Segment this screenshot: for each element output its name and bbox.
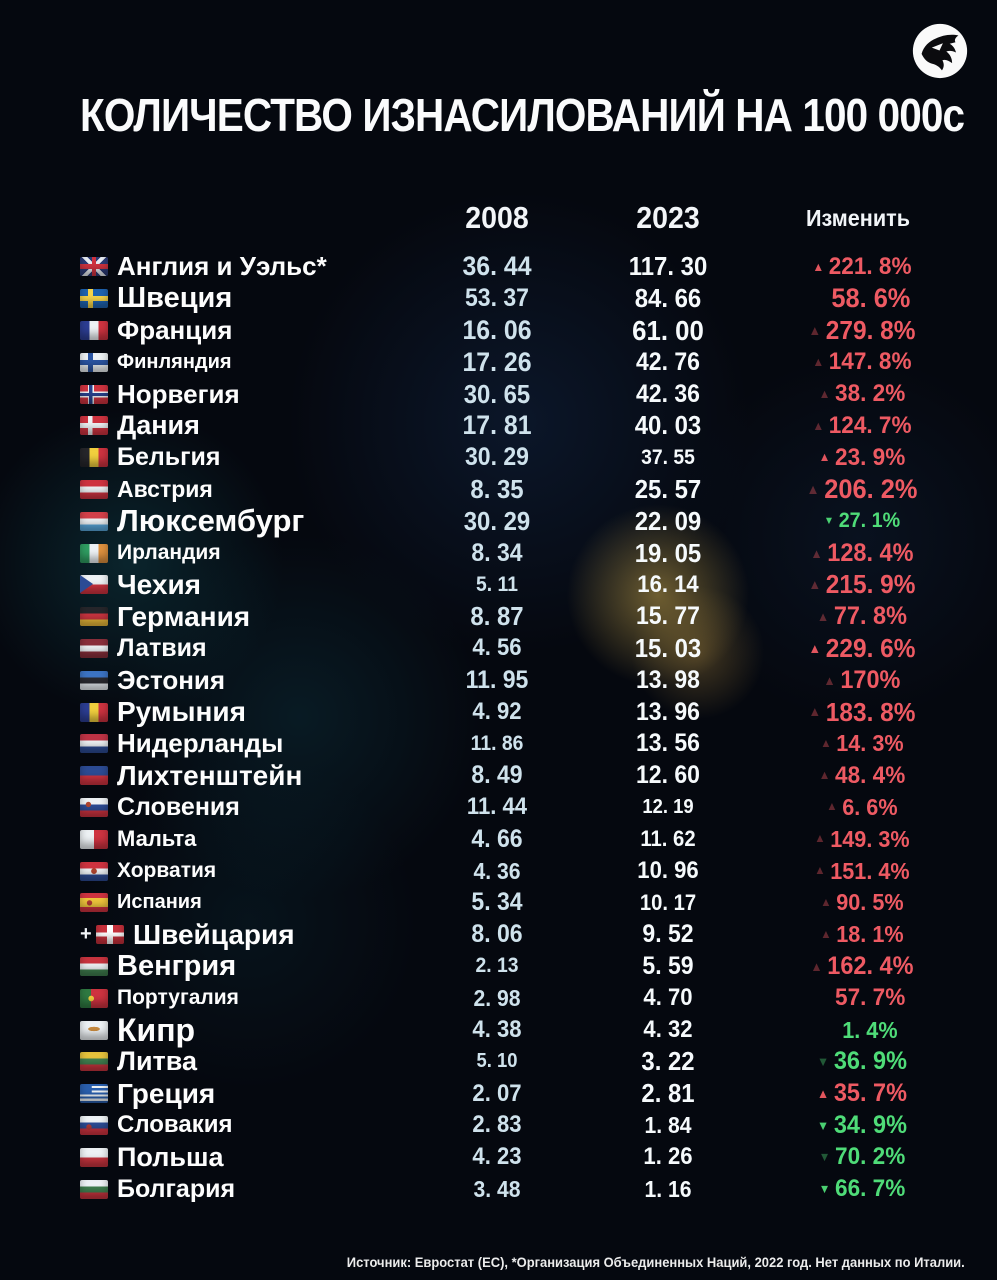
change-percent: 128. 4% — [827, 538, 914, 567]
country-name: Швеция — [117, 282, 233, 315]
country-flag-icon-at — [80, 480, 108, 499]
value-2023: 1. 84 — [644, 1111, 692, 1138]
country-flag-icon-pt — [80, 989, 108, 1008]
country-name: Чехия — [117, 568, 201, 600]
value-2008: 30. 29 — [465, 443, 529, 472]
country-name: Латвия — [117, 633, 207, 662]
trend-arrow-icon: ▲ — [812, 355, 825, 370]
country-flag-icon-nl — [80, 734, 108, 753]
table-row — [0, 474, 997, 506]
country-name: Кипр — [117, 1011, 196, 1048]
change-percent: 215. 9% — [825, 569, 916, 600]
table-row — [0, 728, 997, 760]
country-flag-icon-ro — [80, 703, 108, 722]
country-cell — [80, 1173, 420, 1205]
country-cell — [80, 696, 420, 728]
change-cell — [762, 982, 961, 1014]
country-flag-icon-cy — [80, 1021, 108, 1040]
country-cell — [80, 664, 420, 696]
change-percent: 35. 7% — [833, 1079, 907, 1108]
value-2008: 17. 81 — [462, 410, 532, 441]
trend-arrow-icon: ▲ — [812, 418, 825, 433]
value-2008: 4. 36 — [473, 857, 521, 884]
country-cell — [80, 792, 420, 824]
value-2023: 13. 96 — [636, 697, 700, 726]
country-cell — [80, 982, 420, 1014]
value-2008: 4. 66 — [471, 824, 523, 853]
country-flag-icon-sk — [80, 1116, 108, 1135]
value-2023: 12. 19 — [642, 795, 694, 818]
change-percent: 27. 1% — [838, 509, 901, 533]
country-flag-icon-si — [80, 798, 108, 817]
change-cell — [762, 315, 961, 347]
change-percent: 229. 6% — [825, 632, 916, 663]
trend-arrow-icon: ▲ — [814, 863, 826, 878]
country-cell — [80, 855, 420, 887]
value-2023: 5. 59 — [642, 951, 694, 980]
country-name: Польша — [117, 1141, 224, 1172]
value-2008: 11. 44 — [466, 793, 528, 821]
country-flag-icon-gr — [80, 1084, 108, 1103]
change-percent: 90. 5% — [836, 889, 904, 916]
country-name: Австрия — [117, 475, 213, 502]
change-cell — [762, 505, 961, 537]
country-cell — [80, 251, 420, 283]
table-row — [0, 378, 997, 410]
country-name: Люксембург — [117, 503, 305, 539]
value-2023: 40. 03 — [634, 410, 702, 441]
country-flag-icon-dk — [80, 416, 108, 435]
change-cell — [762, 664, 961, 696]
country-flag-icon-ie — [80, 544, 108, 563]
country-cell — [80, 410, 420, 442]
trend-arrow-icon: ▲ — [806, 481, 820, 498]
change-cell — [762, 283, 961, 315]
value-2008: 5. 10 — [476, 1050, 518, 1073]
change-percent: 34. 9% — [833, 1110, 907, 1139]
value-2008: 4. 56 — [472, 634, 522, 662]
trend-arrow-icon: ▼ — [818, 1181, 831, 1196]
change-percent: 170% — [840, 665, 901, 694]
value-2023: 12. 60 — [636, 761, 700, 790]
value-2008: 3. 48 — [473, 1175, 521, 1202]
country-name: Эстония — [117, 664, 226, 695]
trend-arrow-icon: ▲ — [808, 322, 822, 338]
change-percent: 183. 8% — [825, 696, 916, 727]
table-row — [0, 855, 997, 887]
value-2023: 19. 05 — [634, 537, 702, 568]
country-cell — [80, 1141, 420, 1173]
trend-arrow-icon: ▲ — [810, 545, 823, 561]
trend-arrow-icon: ▲ — [818, 450, 831, 465]
trend-arrow-icon: ▲ — [812, 259, 825, 274]
change-percent: 18. 1% — [836, 921, 904, 948]
country-cell — [80, 919, 420, 951]
column-header-change: Изменить — [805, 204, 910, 231]
value-2023: 13. 98 — [636, 665, 700, 694]
trend-arrow-icon: ▲ — [820, 894, 832, 909]
table-row — [0, 505, 997, 537]
trend-arrow-icon: ▲ — [820, 926, 832, 941]
country-flag-icon-fi — [80, 353, 108, 372]
country-cell — [80, 315, 420, 347]
value-2023: 117. 30 — [628, 251, 708, 282]
change-cell — [762, 251, 961, 283]
table-row — [0, 1046, 997, 1078]
table-row — [0, 315, 997, 347]
change-percent: 162. 4% — [827, 951, 914, 980]
value-2008: 16. 06 — [462, 314, 532, 345]
change-percent: 66. 7% — [835, 1175, 906, 1202]
change-cell — [762, 378, 961, 410]
country-cell — [80, 378, 420, 410]
change-percent: 151. 4% — [830, 857, 910, 884]
country-cell — [80, 823, 420, 855]
table-row — [0, 760, 997, 792]
value-2008: 4. 23 — [472, 1143, 522, 1171]
country-name: Бельгия — [117, 443, 221, 472]
country-cell — [80, 1110, 420, 1142]
country-flag-icon-cz — [80, 575, 108, 594]
value-2023: 42. 76 — [636, 347, 700, 376]
change-cell — [762, 1014, 961, 1046]
table-row — [0, 792, 997, 824]
country-flag-icon-lt — [80, 1052, 108, 1071]
table-row — [0, 1173, 997, 1205]
country-cell — [80, 1011, 420, 1048]
value-2008: 2. 13 — [475, 954, 519, 978]
value-2023: 15. 03 — [634, 632, 702, 663]
country-cell — [80, 728, 420, 760]
page-title: КОЛИЧЕСТВО ИЗНАСИЛОВАНИЙ НА 100 000с — [80, 89, 965, 141]
value-2023: 15. 77 — [636, 602, 700, 631]
change-cell — [762, 633, 961, 665]
country-cell — [80, 346, 420, 378]
country-name: Лихтенштейн — [117, 759, 303, 791]
country-name: Португалия — [117, 986, 239, 1010]
value-2023: 11. 62 — [640, 826, 696, 852]
value-2008: 17. 26 — [462, 346, 532, 377]
country-flag-icon-ch — [96, 925, 124, 944]
eagle-logo-icon — [909, 20, 971, 82]
value-2008: 11. 95 — [465, 665, 529, 694]
country-name: Испания — [117, 891, 202, 914]
country-name: Швейцария — [133, 918, 295, 950]
country-name: Хорватия — [117, 859, 217, 883]
change-cell — [762, 760, 961, 792]
value-2008: 8. 34 — [471, 538, 523, 567]
value-2008: 5. 11 — [476, 572, 518, 596]
trend-arrow-icon: ▼ — [823, 514, 834, 527]
country-cell — [80, 505, 420, 537]
table-row — [0, 887, 997, 919]
trend-arrow-icon: ▲ — [818, 768, 831, 783]
source-note: Источник: Евростат (ЕС), *Организация Объединенных Наций, 2022 год. Нет данных по Италии. — [347, 1255, 965, 1270]
country-cell — [80, 442, 420, 474]
value-2023: 9. 52 — [642, 920, 694, 949]
country-flag-icon-lv — [80, 639, 108, 658]
table-row — [0, 601, 997, 633]
value-2023: 37. 55 — [641, 445, 695, 469]
column-header-2023: 2023 — [636, 200, 700, 235]
value-2008: 4. 38 — [472, 1016, 522, 1044]
flag-prefix-glyph: + — [80, 923, 92, 946]
change-cell — [762, 442, 961, 474]
change-cell — [762, 855, 961, 887]
change-cell — [762, 919, 961, 951]
change-cell — [762, 1110, 961, 1142]
country-flag-icon-be — [80, 448, 108, 467]
value-2008: 8. 06 — [471, 920, 523, 949]
value-2008: 30. 65 — [463, 378, 531, 409]
country-name: Франция — [117, 314, 233, 345]
table-row — [0, 664, 997, 696]
change-percent: 6. 6% — [842, 793, 898, 820]
change-cell — [762, 1141, 961, 1173]
value-2023: 3. 22 — [641, 1046, 695, 1077]
country-flag-icon-no — [80, 385, 108, 404]
country-name: Дания — [117, 410, 200, 441]
country-name: Мальта — [117, 826, 197, 852]
country-cell — [80, 633, 420, 665]
country-name: Румыния — [117, 696, 246, 728]
table-row — [0, 537, 997, 569]
country-flag-icon-mt — [80, 830, 108, 849]
value-2008: 8. 35 — [470, 473, 524, 504]
trend-arrow-icon: ▲ — [808, 704, 822, 720]
value-2023: 16. 14 — [637, 570, 699, 598]
change-percent: 48. 4% — [835, 761, 906, 789]
country-flag-icon-hr — [80, 862, 108, 881]
change-percent: 23. 9% — [835, 443, 906, 471]
trend-arrow-icon: ▲ — [808, 640, 822, 656]
table-row — [0, 1141, 997, 1173]
table-row — [0, 346, 997, 378]
country-cell — [80, 601, 420, 633]
trend-arrow-icon: ▼ — [818, 1149, 831, 1164]
value-2008: 36. 44 — [462, 251, 532, 282]
country-name: Германия — [117, 600, 251, 632]
value-2008: 30. 29 — [463, 505, 531, 536]
table-row — [0, 1110, 997, 1142]
value-2023: 22. 09 — [634, 505, 702, 536]
country-flag-icon-se — [80, 289, 108, 308]
country-flag-icon-es — [80, 893, 108, 912]
change-cell — [762, 1046, 961, 1078]
country-flag-icon-fr — [80, 321, 108, 340]
table-row — [0, 823, 997, 855]
country-cell — [80, 760, 420, 792]
country-cell — [80, 951, 420, 983]
trend-arrow-icon: ▼ — [817, 1054, 830, 1070]
table-row — [0, 569, 997, 601]
country-name: Литва — [117, 1046, 198, 1077]
change-cell — [762, 537, 961, 569]
value-2023: 1. 26 — [643, 1143, 693, 1171]
trend-arrow-icon: ▲ — [808, 577, 822, 593]
value-2023: 10. 96 — [637, 857, 699, 885]
table-row — [0, 633, 997, 665]
country-name: Ирландия — [117, 541, 221, 565]
value-2008: 2. 07 — [472, 1079, 522, 1107]
value-2008: 8. 87 — [470, 601, 524, 632]
table-row — [0, 696, 997, 728]
change-cell — [762, 410, 961, 442]
trend-arrow-icon: ▲ — [814, 831, 826, 846]
country-flag-icon-ee — [80, 671, 108, 690]
change-percent: 1. 4% — [842, 1016, 898, 1043]
value-2008: 4. 92 — [472, 698, 522, 726]
country-cell — [80, 887, 420, 919]
trend-arrow-icon: ▲ — [823, 672, 836, 688]
country-name: Словения — [117, 792, 240, 821]
value-2008: 8. 49 — [471, 761, 523, 790]
value-2008: 2. 83 — [472, 1111, 522, 1139]
value-2008: 5. 34 — [471, 888, 523, 917]
value-2008: 53. 37 — [465, 284, 529, 313]
country-name: Норвегия — [117, 378, 240, 409]
change-cell — [762, 474, 961, 506]
value-2023: 42. 36 — [636, 379, 700, 408]
country-cell — [80, 474, 420, 506]
country-name: Словакия — [117, 1111, 233, 1139]
country-table — [0, 251, 997, 1205]
change-percent: 279. 8% — [825, 314, 916, 345]
change-percent: 58. 6% — [831, 283, 911, 314]
change-cell — [762, 728, 961, 760]
table-row — [0, 442, 997, 474]
change-cell — [762, 823, 961, 855]
trend-arrow-icon: ▲ — [820, 735, 832, 750]
change-percent: 147. 8% — [828, 348, 912, 376]
country-name: Англия и Уэльс* — [117, 251, 327, 282]
trend-arrow-icon: ▲ — [810, 958, 823, 974]
change-percent: 221. 8% — [828, 252, 912, 280]
country-cell — [80, 569, 420, 601]
change-cell — [762, 1173, 961, 1205]
change-percent: 36. 9% — [833, 1047, 907, 1076]
change-cell — [762, 887, 961, 919]
country-name: Нидерланды — [117, 728, 284, 759]
change-cell — [762, 696, 961, 728]
value-2008: 2. 98 — [473, 984, 521, 1011]
table-row — [0, 1078, 997, 1110]
change-percent: 70. 2% — [835, 1143, 906, 1171]
table-row — [0, 951, 997, 983]
table-row — [0, 982, 997, 1014]
trend-arrow-icon: ▲ — [817, 609, 830, 625]
country-cell — [80, 1078, 420, 1110]
change-percent: 206. 2% — [824, 473, 918, 504]
value-2023: 25. 57 — [634, 473, 702, 504]
value-2023: 4. 70 — [643, 984, 693, 1012]
change-percent: 124. 7% — [828, 411, 912, 439]
value-2023: 2. 81 — [641, 1078, 695, 1109]
change-cell — [762, 601, 961, 633]
change-percent: 77. 8% — [833, 602, 907, 631]
change-cell — [762, 792, 961, 824]
value-2023: 84. 66 — [634, 283, 702, 314]
table-row — [0, 283, 997, 315]
change-cell — [762, 951, 961, 983]
country-flag-icon-hu — [80, 957, 108, 976]
country-flag-icon-lu — [80, 512, 108, 531]
change-cell — [762, 569, 961, 601]
value-2023: 10. 17 — [639, 889, 697, 915]
change-percent: 14. 3% — [836, 730, 904, 757]
country-name: Финляндия — [117, 350, 232, 373]
country-flag-icon-de — [80, 607, 108, 626]
value-2023: 13. 56 — [636, 729, 700, 758]
trend-arrow-icon: ▲ — [826, 799, 838, 814]
country-flag-icon-li — [80, 766, 108, 785]
country-flag-icon-uk — [80, 257, 108, 276]
value-2023: 1. 16 — [644, 1175, 692, 1202]
value-2023: 4. 32 — [643, 1016, 693, 1044]
table-row — [0, 1011, 997, 1048]
column-header-2008: 2008 — [465, 200, 529, 235]
change-percent: 149. 3% — [830, 825, 910, 852]
change-percent: 38. 2% — [835, 380, 906, 408]
change-cell — [762, 1078, 961, 1110]
country-cell — [80, 1046, 420, 1078]
change-percent: 57. 7% — [835, 984, 906, 1012]
country-cell — [80, 283, 420, 315]
value-2023: 61. 00 — [632, 314, 704, 346]
trend-arrow-icon: ▲ — [817, 1086, 830, 1102]
country-cell — [80, 537, 420, 569]
country-name: Греция — [117, 1077, 216, 1109]
change-cell — [762, 346, 961, 378]
country-name: Болгария — [117, 1174, 236, 1203]
value-2008: 11. 86 — [470, 731, 524, 755]
country-flag-icon-bg — [80, 1180, 108, 1199]
country-flag-icon-pl — [80, 1148, 108, 1167]
table-row — [0, 251, 997, 283]
table-row — [0, 919, 997, 951]
trend-arrow-icon: ▼ — [817, 1117, 830, 1133]
table-row — [0, 410, 997, 442]
trend-arrow-icon: ▲ — [818, 386, 831, 401]
country-name: Венгрия — [117, 949, 237, 982]
